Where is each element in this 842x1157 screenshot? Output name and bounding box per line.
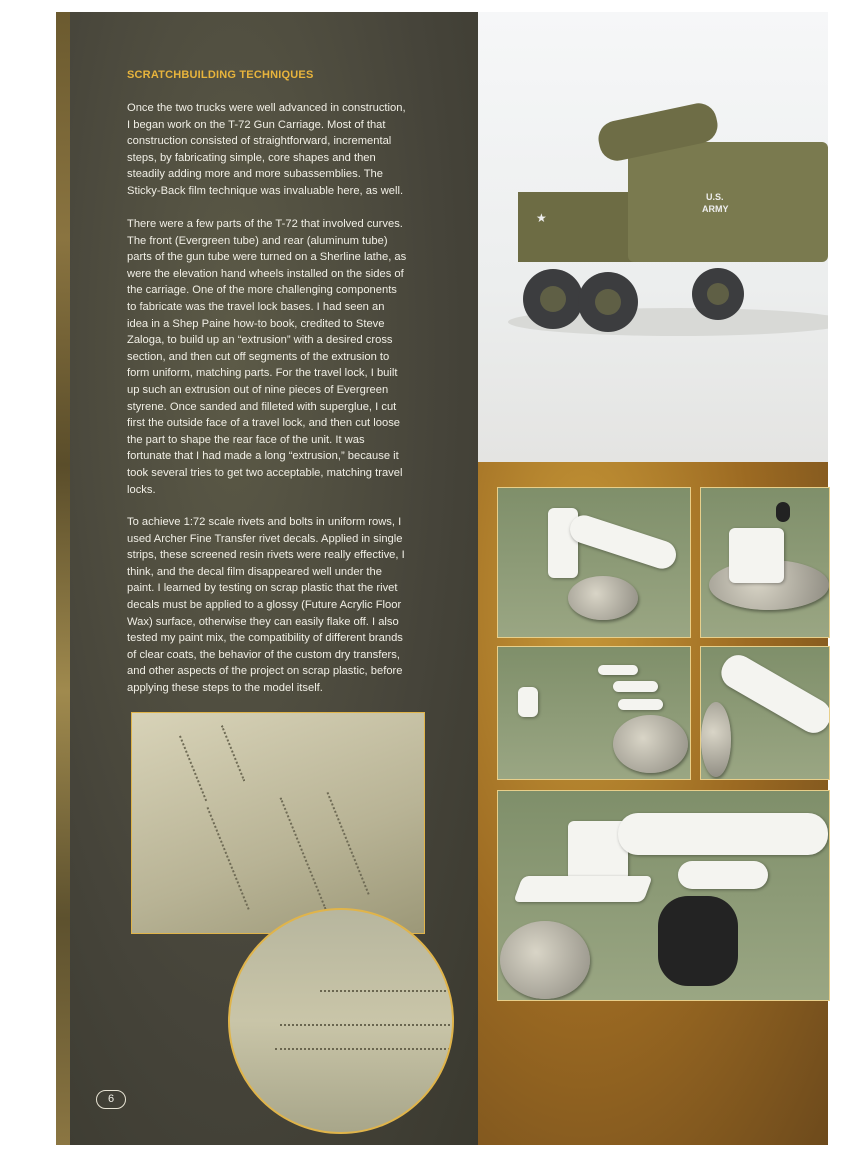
truck-marking: U.S.: [706, 192, 724, 202]
text-line: parts of the gun tube were turned on a Sherline lathe, as: [127, 251, 407, 264]
text-line: section, and then cut off segments of the extrusion to: [127, 350, 390, 363]
svg-text:★: ★: [536, 211, 547, 225]
section-heading: SCRATCHBUILDING TECHNIQUES: [127, 69, 314, 81]
text-line: took several tries to get two acceptable, matching travel: [127, 466, 403, 479]
text-line: of clear coats, the behavior of the custom dry transfers,: [127, 648, 400, 661]
text-line: Zaloga, to build up an “extrusion” with a desired cross: [127, 334, 393, 347]
text-line: Once the two trucks were well advanced in construction,: [127, 102, 406, 114]
gun-carriage-assembly-photo: [497, 790, 830, 1001]
travel-lock-photo: [497, 487, 691, 638]
text-line: locks.: [127, 483, 156, 496]
paragraph-2: [127, 216, 406, 498]
paragraph-1: [127, 100, 406, 200]
text-line: Wax) surface, otherwise they can easily flake off. I also: [127, 615, 399, 628]
text-line: I began work on the T-72 Gun Carriage. Most of that: [127, 118, 386, 131]
text-line: applying these steps to the model itself.: [127, 681, 323, 694]
text-line: steps, by fabricating simple, core shapes and then: [127, 151, 376, 164]
gun-tube-photo: [700, 646, 830, 780]
truck-model-photo: [478, 12, 828, 462]
text-line: The front (Evergreen tube) and rear (aluminum tube): [127, 234, 388, 247]
page-edge-strip: [56, 12, 70, 1145]
paragraph-3: [127, 514, 405, 697]
text-line: idea in a Shep Paine how-to book, credited to Steve: [127, 317, 385, 330]
text-line: the part to shape the rear face of the unit. It was: [127, 433, 365, 446]
text-line: and other aspects of the project on scrap plastic, before: [127, 665, 403, 678]
text-line: tested my paint mix, the compatibility of different brands: [127, 632, 403, 645]
text-line: up such an extrusion out of nine pieces of Evergreen: [127, 383, 389, 396]
text-line: paint. I learned by testing on scrap plastic that the rivet: [127, 582, 398, 595]
text-line: styrene. Once sanded and filleted with superglue, I cut: [127, 400, 397, 413]
text-line: Sticky-Back film technique was invaluable here, as well.: [127, 184, 404, 197]
text-line: the carriage. One of the more challenging components: [127, 284, 397, 297]
text-line: There were a few parts of the T-72 that involved curves.: [127, 218, 403, 230]
text-line: steadily adding more and more subassemblies. The: [127, 168, 384, 181]
text-line: used Archer Fine Transfer rivet decals. Applied in single: [127, 532, 403, 545]
text-line: strips, these screened resin rivets were really effective, I: [127, 549, 405, 562]
text-line: fortunate that I had made a long “extrusion,” because it: [127, 450, 399, 463]
page-number: 6: [96, 1090, 126, 1109]
text-line: first the outside face of a travel lock, and then cut loose: [127, 417, 401, 430]
truck-marking: ARMY: [702, 204, 729, 214]
text-line: think, and the decal film disappeared well under the: [127, 565, 382, 578]
text-line: To achieve 1:72 scale rivets and bolts in uniform rows, I: [127, 516, 402, 528]
small-parts-photo: [497, 646, 691, 780]
truck-illustration: [478, 12, 828, 462]
text-line: to fabricate was the travel lock bases. I had seen an: [127, 300, 385, 313]
text-line: form uniform, matching parts. For the travel lock, I built: [127, 367, 398, 380]
text-line: construction consisted of straightforward, incremental: [127, 135, 392, 148]
rivet-decals-photo: [131, 712, 425, 934]
text-line: decals must be applied to a glossy (Future Acrylic Floor: [127, 598, 402, 611]
rivet-closeup-inset: [228, 908, 454, 1134]
text-line: were the elevation hand wheels installed on the sides of: [127, 267, 404, 280]
hand-wheel-photo: [700, 487, 830, 638]
